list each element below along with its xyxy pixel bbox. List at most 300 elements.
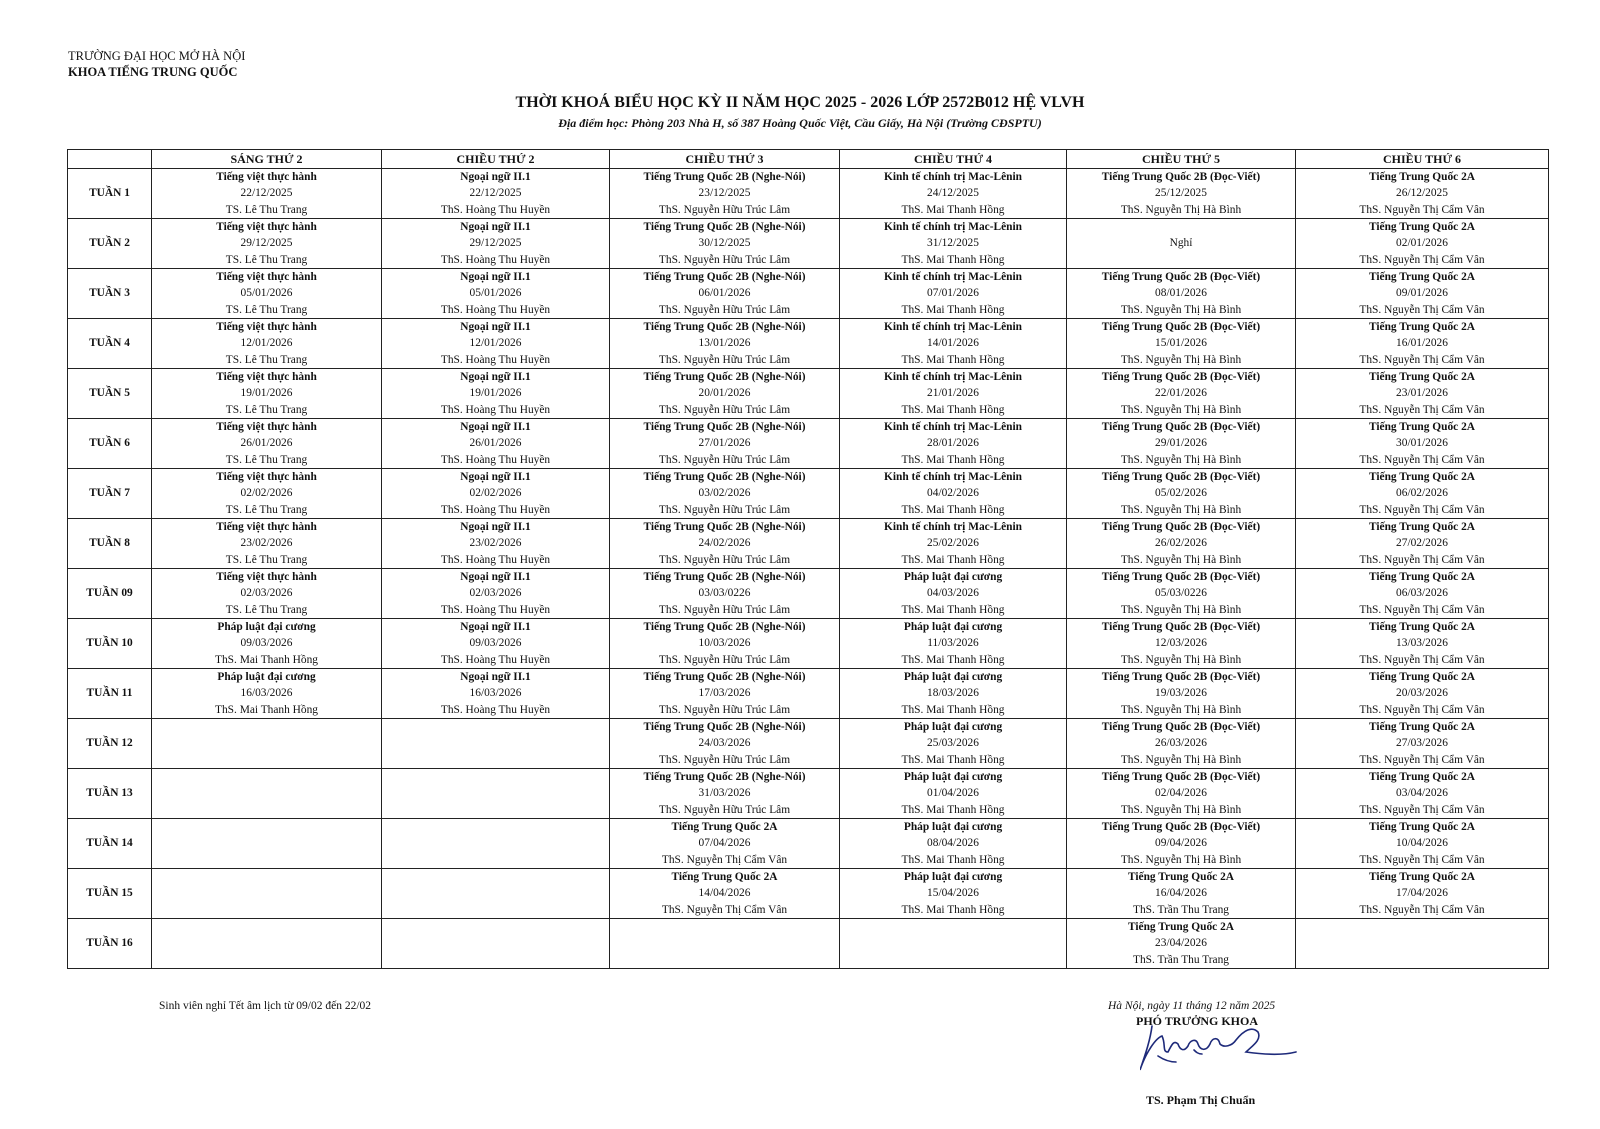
- class-date: Nghỉ: [1169, 237, 1193, 250]
- faculty-name: KHOA TIẾNG TRUNG QUỐC: [68, 65, 238, 79]
- schedule-cell: [610, 819, 840, 869]
- subject-name: Tiếng Trung Quốc 2B (Đọc-Viết): [1101, 421, 1261, 434]
- subject-name: Kinh tế chính trị Mac-Lênin: [884, 421, 1022, 434]
- class-date: 23/04/2026: [1155, 937, 1207, 950]
- teacher-name: ThS. Nguyễn Thị Cẩm Vân: [1359, 503, 1485, 516]
- week-label: TUẦN 09: [68, 569, 152, 619]
- handwritten-signature: [1140, 1022, 1310, 1082]
- class-date: 22/12/2025: [240, 187, 293, 200]
- class-date: 24/12/2025: [927, 187, 979, 200]
- class-date: 19/01/2026: [469, 387, 522, 400]
- teacher-name: ThS. Mai Thanh Hồng: [901, 503, 1005, 516]
- table-header-row: [68, 150, 1549, 169]
- subject-name: Pháp luật đại cương: [903, 621, 1003, 634]
- teacher-name: ThS. Nguyễn Thị Hà Bình: [1120, 853, 1242, 866]
- class-date: 22/01/2026: [1155, 387, 1207, 400]
- schedule-cell: [1067, 669, 1296, 719]
- teacher-name: ThS. Mai Thanh Hồng: [901, 203, 1005, 216]
- class-date: 06/03/2026: [1396, 587, 1448, 600]
- class-date: 12/03/2026: [1155, 637, 1207, 650]
- schedule-cell: [152, 919, 382, 969]
- schedule-cell: [382, 819, 610, 869]
- schedule-cell: [152, 869, 382, 919]
- teacher-name: ThS. Nguyễn Thị Cẩm Vân: [1359, 203, 1485, 216]
- schedule-cell: [152, 669, 382, 719]
- class-date: 23/12/2025: [698, 187, 751, 200]
- teacher-name: ThS. Hoàng Thu Huyền: [440, 503, 551, 516]
- subject-name: Tiếng việt thực hành: [216, 471, 317, 484]
- schedule-cell: [1296, 569, 1549, 619]
- schedule-cell: [610, 319, 840, 369]
- schedule-cell: [840, 319, 1067, 369]
- teacher-name: ThS. Mai Thanh Hồng: [901, 803, 1005, 816]
- teacher-name: ThS. Nguyễn Thị Cẩm Vân: [1359, 703, 1485, 716]
- class-date: 16/03/2026: [240, 687, 293, 700]
- subject-name: Ngoại ngữ II.1: [460, 371, 531, 384]
- schedule-cell: [152, 519, 382, 569]
- class-date: 02/02/2026: [240, 487, 293, 500]
- teacher-name: ThS. Mai Thanh Hồng: [901, 603, 1005, 616]
- schedule-cell: [1296, 769, 1549, 819]
- teacher-name: ThS. Nguyễn Thị Cẩm Vân: [1359, 803, 1485, 816]
- subject-name: Tiếng Trung Quốc 2A: [671, 871, 778, 884]
- teacher-name: ThS. Nguyễn Thị Hà Bình: [1120, 553, 1242, 566]
- teacher-name: ThS. Nguyễn Hữu Trúc Lâm: [658, 253, 791, 266]
- subject-name: Tiếng Trung Quốc 2B (Nghe-Nói): [643, 171, 806, 184]
- schedule-cell: [1067, 469, 1296, 519]
- teacher-name: ThS. Nguyễn Hữu Trúc Lâm: [658, 453, 791, 466]
- schedule-cell: [610, 869, 840, 919]
- subject-name: Tiếng Trung Quốc 2A: [671, 821, 778, 834]
- teacher-name: ThS. Nguyễn Thị Cẩm Vân: [1359, 303, 1485, 316]
- week-label: TUẦN 10: [68, 619, 152, 669]
- header-week-cell: [68, 150, 152, 169]
- schedule-cell: [152, 169, 382, 219]
- subject-name: Tiếng Trung Quốc 2B (Nghe-Nói): [643, 271, 806, 284]
- schedule-cell: [840, 569, 1067, 619]
- subject-name: Tiếng Trung Quốc 2B (Nghe-Nói): [643, 321, 806, 334]
- teacher-name: ThS. Mai Thanh Hồng: [901, 903, 1005, 916]
- subject-name: Tiếng việt thực hành: [216, 221, 317, 234]
- schedule-cell: [1296, 619, 1549, 669]
- subject-name: Tiếng Trung Quốc 2B (Nghe-Nói): [643, 221, 806, 234]
- teacher-name: ThS. Mai Thanh Hồng: [901, 353, 1005, 366]
- schedule-cell: [1296, 269, 1549, 319]
- class-date: 12/01/2026: [469, 337, 522, 350]
- class-date: 27/03/2026: [1396, 737, 1448, 750]
- schedule-cell: [152, 719, 382, 769]
- class-date: 20/03/2026: [1396, 687, 1448, 700]
- teacher-name: ThS. Mai Thanh Hồng: [901, 453, 1005, 466]
- class-date: 19/01/2026: [240, 387, 293, 400]
- class-date: 25/02/2026: [927, 537, 979, 550]
- teacher-name: ThS. Nguyễn Thị Cẩm Vân: [1359, 853, 1485, 866]
- schedule-cell: [382, 619, 610, 669]
- subject-name: Pháp luật đại cương: [903, 821, 1003, 834]
- schedule-cell: [1296, 869, 1549, 919]
- teacher-name: ThS. Nguyễn Hữu Trúc Lâm: [658, 203, 791, 216]
- schedule-cell: [610, 269, 840, 319]
- class-date: 24/03/2026: [698, 737, 751, 750]
- subject-name: Tiếng Trung Quốc 2B (Nghe-Nói): [643, 671, 806, 684]
- class-date: 13/03/2026: [1396, 637, 1448, 650]
- page-title: THỜI KHOÁ BIỂU HỌC KỲ II NĂM HỌC 2025 - 2026 LỚP 2572B012 HỆ VLVH: [515, 94, 1085, 111]
- schedule-cell: [840, 519, 1067, 569]
- teacher-name: ThS. Hoàng Thu Huyền: [440, 403, 551, 416]
- table-row: [68, 769, 1549, 819]
- teacher-name: ThS. Mai Thanh Hồng: [215, 653, 318, 666]
- table-row: [68, 169, 1549, 219]
- schedule-cell: [610, 469, 840, 519]
- schedule-cell: [152, 619, 382, 669]
- subject-name: Kinh tế chính trị Mac-Lênin: [884, 221, 1022, 234]
- schedule-cell: [1296, 669, 1549, 719]
- teacher-name: TS. Lê Thu Trang: [225, 353, 308, 366]
- subject-name: Tiếng Trung Quốc 2B (Nghe-Nói): [643, 621, 806, 634]
- week-label: TUẦN 8: [68, 519, 152, 569]
- class-date: 17/04/2026: [1396, 887, 1448, 900]
- header-day-5: CHIỀU THỨ 5: [1067, 150, 1296, 169]
- class-date: 08/04/2026: [927, 837, 979, 850]
- teacher-name: TS. Lê Thu Trang: [225, 253, 308, 266]
- class-date: 25/03/2026: [927, 737, 979, 750]
- teacher-name: ThS. Nguyễn Thị Cẩm Vân: [1359, 453, 1485, 466]
- class-date: 02/02/2026: [469, 487, 522, 500]
- teacher-name: ThS. Mai Thanh Hồng: [901, 303, 1005, 316]
- teacher-name: ThS. Nguyễn Hữu Trúc Lâm: [658, 753, 791, 766]
- subject-name: Tiếng việt thực hành: [216, 571, 317, 584]
- week-label: TUẦN 16: [68, 919, 152, 969]
- teacher-name: ThS. Nguyễn Thị Hà Bình: [1120, 353, 1242, 366]
- teacher-name: ThS. Mai Thanh Hồng: [901, 403, 1005, 416]
- subject-name: Tiếng Trung Quốc 2B (Đọc-Viết): [1101, 771, 1261, 784]
- schedule-cell: [1296, 369, 1549, 419]
- subject-name: Tiếng Trung Quốc 2A: [1368, 521, 1476, 534]
- teacher-name: ThS. Hoàng Thu Huyền: [440, 203, 551, 216]
- subject-name: Tiếng Trung Quốc 2B (Nghe-Nói): [643, 471, 806, 484]
- class-date: 05/03/0226: [1155, 587, 1207, 600]
- class-date: 03/03/0226: [698, 587, 751, 600]
- schedule-cell: [840, 419, 1067, 469]
- holiday-note: Sinh viên nghỉ Tết âm lịch từ 09/02 đến 22/02: [159, 1000, 372, 1012]
- subject-name: Tiếng Trung Quốc 2A: [1368, 571, 1476, 584]
- teacher-name: ThS. Nguyễn Thị Hà Bình: [1120, 803, 1242, 816]
- subject-name: Tiếng Trung Quốc 2A: [1368, 221, 1476, 234]
- subject-name: Pháp luật đại cương: [903, 871, 1003, 884]
- schedule-cell: [1067, 169, 1296, 219]
- schedule-cell: [382, 919, 610, 969]
- schedule-cell: [1296, 469, 1549, 519]
- table-row: [68, 719, 1549, 769]
- schedule-cell: [1067, 219, 1296, 269]
- table-row: [68, 919, 1549, 969]
- schedule-cell: [1296, 519, 1549, 569]
- class-date: 07/04/2026: [698, 837, 751, 850]
- teacher-name: ThS. Nguyễn Thị Hà Bình: [1120, 503, 1242, 516]
- schedule-cell: [382, 669, 610, 719]
- class-date: 10/03/2026: [698, 637, 751, 650]
- class-date: 09/03/2026: [240, 637, 293, 650]
- teacher-name: ThS. Nguyễn Hữu Trúc Lâm: [658, 403, 791, 416]
- schedule-cell: [610, 769, 840, 819]
- class-date: 15/01/2026: [1155, 337, 1207, 350]
- class-date: 23/02/2026: [240, 537, 293, 550]
- document-header: [68, 48, 245, 80]
- signer-name: TS. Phạm Thị Chuẩn: [1146, 1093, 1256, 1107]
- schedule-cell: [840, 919, 1067, 969]
- subject-name: Tiếng việt thực hành: [216, 371, 317, 384]
- class-date: 24/02/2026: [698, 537, 751, 550]
- subject-name: Tiếng Trung Quốc 2B (Đọc-Viết): [1101, 321, 1261, 334]
- schedule-cell: [1296, 219, 1549, 269]
- subject-name: Tiếng Trung Quốc 2B (Nghe-Nói): [643, 771, 806, 784]
- class-date: 09/01/2026: [1396, 287, 1448, 300]
- schedule-cell: [382, 419, 610, 469]
- schedule-cell: [152, 219, 382, 269]
- teacher-name: ThS. Hoàng Thu Huyền: [440, 253, 551, 266]
- table-row: [68, 569, 1549, 619]
- teacher-name: TS. Lê Thu Trang: [225, 453, 308, 466]
- subject-name: Kinh tế chính trị Mac-Lênin: [884, 521, 1022, 534]
- schedule-cell: [1067, 819, 1296, 869]
- teacher-name: TS. Lê Thu Trang: [225, 503, 308, 516]
- week-label: TUẦN 3: [68, 269, 152, 319]
- schedule-cell: [1067, 769, 1296, 819]
- class-date: 02/03/2026: [469, 587, 522, 600]
- subject-name: Tiếng Trung Quốc 2A: [1368, 321, 1476, 334]
- class-date: 27/01/2026: [698, 437, 751, 450]
- subject-name: Pháp luật đại cương: [903, 721, 1003, 734]
- class-date: 02/03/2026: [240, 587, 293, 600]
- teacher-name: ThS. Nguyễn Hữu Trúc Lâm: [658, 553, 791, 566]
- schedule-cell: [840, 369, 1067, 419]
- schedule-cell: [1296, 319, 1549, 369]
- schedule-cell: [610, 669, 840, 719]
- schedule-cell: [840, 269, 1067, 319]
- subject-name: Pháp luật đại cương: [903, 571, 1003, 584]
- timetable: [67, 149, 1549, 969]
- teacher-name: TS. Lê Thu Trang: [225, 303, 308, 316]
- teacher-name: ThS. Nguyễn Thị Cẩm Vân: [1359, 653, 1485, 666]
- class-date: 27/02/2026: [1396, 537, 1448, 550]
- subject-name: Ngoại ngữ II.1: [460, 271, 531, 284]
- table-body: [68, 169, 1549, 969]
- schedule-cell: [152, 569, 382, 619]
- class-date: 09/04/2026: [1155, 837, 1207, 850]
- class-date: 04/02/2026: [927, 487, 979, 500]
- class-date: 23/02/2026: [469, 537, 522, 550]
- schedule-cell: [1067, 719, 1296, 769]
- class-date: 22/12/2025: [469, 187, 522, 200]
- table-row: [68, 419, 1549, 469]
- teacher-name: ThS. Nguyễn Thị Cẩm Vân: [1359, 403, 1485, 416]
- class-date: 26/02/2026: [1155, 537, 1207, 550]
- table-row: [68, 269, 1549, 319]
- class-date: 06/02/2026: [1396, 487, 1448, 500]
- teacher-name: TS. Lê Thu Trang: [225, 403, 308, 416]
- schedule-cell: [382, 569, 610, 619]
- teacher-name: TS. Lê Thu Trang: [225, 203, 308, 216]
- teacher-name: ThS. Nguyễn Thị Hà Bình: [1120, 303, 1242, 316]
- class-date: 29/01/2026: [1155, 437, 1207, 450]
- subject-name: Pháp luật đại cương: [903, 771, 1003, 784]
- schedule-cell: [382, 369, 610, 419]
- subject-name: Tiếng Trung Quốc 2A: [1368, 271, 1476, 284]
- teacher-name: ThS. Hoàng Thu Huyền: [440, 303, 551, 316]
- teacher-name: ThS. Mai Thanh Hồng: [901, 653, 1005, 666]
- subject-name: Ngoại ngữ II.1: [460, 471, 531, 484]
- week-label: TUẦN 12: [68, 719, 152, 769]
- week-label: TUẦN 13: [68, 769, 152, 819]
- schedule-cell: [1067, 919, 1296, 969]
- teacher-name: ThS. Hoàng Thu Huyền: [440, 553, 551, 566]
- schedule-cell: [840, 619, 1067, 669]
- class-date: 16/04/2026: [1155, 887, 1207, 900]
- subject-name: Tiếng việt thực hành: [216, 271, 317, 284]
- subject-name: Tiếng Trung Quốc 2A: [1368, 621, 1476, 634]
- subject-name: Kinh tế chính trị Mac-Lênin: [884, 371, 1022, 384]
- subject-name: Tiếng Trung Quốc 2A: [1368, 871, 1476, 884]
- schedule-cell: [610, 569, 840, 619]
- class-date: 26/12/2025: [1396, 187, 1448, 200]
- schedule-cell: [610, 619, 840, 669]
- subject-name: Tiếng việt thực hành: [216, 321, 317, 334]
- schedule-cell: [610, 219, 840, 269]
- schedule-cell: [382, 769, 610, 819]
- subject-name: Ngoại ngữ II.1: [460, 521, 531, 534]
- schedule-cell: [382, 469, 610, 519]
- schedule-cell: [382, 319, 610, 369]
- subject-name: Tiếng Trung Quốc 2A: [1368, 821, 1476, 834]
- teacher-name: ThS. Nguyễn Hữu Trúc Lâm: [658, 503, 791, 516]
- subject-name: Tiếng Trung Quốc 2B (Đọc-Viết): [1101, 171, 1261, 184]
- class-date: 16/01/2026: [1396, 337, 1448, 350]
- class-date: 07/01/2026: [927, 287, 979, 300]
- table-row: [68, 319, 1549, 369]
- subject-name: Tiếng Trung Quốc 2A: [1368, 721, 1476, 734]
- subject-name: Tiếng Trung Quốc 2B (Đọc-Viết): [1101, 721, 1261, 734]
- schedule-cell: [1067, 519, 1296, 569]
- signer-role: PHÓ TRƯỞNG KHOA: [1136, 1014, 1259, 1028]
- class-date: 03/04/2026: [1396, 787, 1448, 800]
- class-date: 06/01/2026: [698, 287, 751, 300]
- class-date: 09/03/2026: [469, 637, 522, 650]
- class-date: 13/01/2026: [698, 337, 751, 350]
- class-date: 30/12/2025: [698, 237, 751, 250]
- teacher-name: ThS. Nguyễn Thị Cẩm Vân: [661, 853, 788, 866]
- teacher-name: ThS. Nguyễn Thị Cẩm Vân: [661, 903, 788, 916]
- table-row: [68, 819, 1549, 869]
- class-date: 15/04/2026: [927, 887, 979, 900]
- class-date: 14/01/2026: [927, 337, 979, 350]
- subject-name: Tiếng Trung Quốc 2B (Đọc-Viết): [1101, 521, 1261, 534]
- schedule-cell: [610, 169, 840, 219]
- teacher-name: ThS. Nguyễn Thị Cẩm Vân: [1359, 903, 1485, 916]
- subject-name: Ngoại ngữ II.1: [460, 671, 531, 684]
- teacher-name: ThS. Nguyễn Hữu Trúc Lâm: [658, 303, 791, 316]
- teacher-name: ThS. Mai Thanh Hồng: [901, 703, 1005, 716]
- teacher-name: ThS. Trần Thu Trang: [1132, 903, 1229, 916]
- class-date: 08/01/2026: [1155, 287, 1207, 300]
- subject-name: Tiếng Trung Quốc 2A: [1368, 771, 1476, 784]
- class-date: 02/01/2026: [1396, 237, 1448, 250]
- class-date: 31/12/2025: [927, 237, 979, 250]
- subject-name: Tiếng Trung Quốc 2B (Đọc-Viết): [1101, 271, 1261, 284]
- table-row: [68, 519, 1549, 569]
- teacher-name: ThS. Nguyễn Thị Hà Bình: [1120, 653, 1242, 666]
- schedule-cell: [610, 519, 840, 569]
- table-row: [68, 469, 1549, 519]
- subject-name: Tiếng Trung Quốc 2B (Nghe-Nói): [643, 721, 806, 734]
- schedule-cell: [382, 269, 610, 319]
- teacher-name: ThS. Hoàng Thu Huyền: [440, 653, 551, 666]
- schedule-cell: [1296, 719, 1549, 769]
- teacher-name: ThS. Hoàng Thu Huyền: [440, 353, 551, 366]
- schedule-cell: [840, 169, 1067, 219]
- header-day-1: SÁNG THỨ 2: [152, 150, 382, 169]
- schedule-cell: [840, 669, 1067, 719]
- schedule-cell: [1296, 819, 1549, 869]
- teacher-name: ThS. Mai Thanh Hồng: [215, 703, 318, 716]
- week-label: TUẦN 11: [68, 669, 152, 719]
- class-date: 26/01/2026: [240, 437, 293, 450]
- class-date: 16/03/2026: [469, 687, 522, 700]
- teacher-name: ThS. Nguyễn Thị Cẩm Vân: [1359, 353, 1485, 366]
- subject-name: Ngoại ngữ II.1: [460, 171, 531, 184]
- schedule-cell: [382, 869, 610, 919]
- subject-name: Ngoại ngữ II.1: [460, 421, 531, 434]
- subject-name: Kinh tế chính trị Mac-Lênin: [884, 471, 1022, 484]
- week-label: TUẦN 5: [68, 369, 152, 419]
- week-label: TUẦN 2: [68, 219, 152, 269]
- schedule-cell: [1296, 919, 1549, 969]
- schedule-cell: [382, 219, 610, 269]
- schedule-cell: [382, 169, 610, 219]
- teacher-name: ThS. Nguyễn Thị Hà Bình: [1120, 403, 1242, 416]
- class-date: 11/03/2026: [927, 637, 979, 650]
- teacher-name: ThS. Nguyễn Thị Hà Bình: [1120, 703, 1242, 716]
- subject-name: Tiếng Trung Quốc 2B (Nghe-Nói): [643, 521, 806, 534]
- teacher-name: ThS. Nguyễn Hữu Trúc Lâm: [658, 703, 791, 716]
- schedule-cell: [1067, 319, 1296, 369]
- teacher-name: ThS. Mai Thanh Hồng: [901, 553, 1005, 566]
- teacher-name: ThS. Nguyễn Hữu Trúc Lâm: [658, 353, 791, 366]
- table-row: [68, 669, 1549, 719]
- teacher-name: ThS. Nguyễn Thị Cẩm Vân: [1359, 553, 1485, 566]
- schedule-cell: [1296, 169, 1549, 219]
- subject-name: Tiếng việt thực hành: [216, 171, 317, 184]
- class-date: 29/12/2025: [240, 237, 293, 250]
- subject-name: Tiếng Trung Quốc 2A: [1127, 921, 1235, 934]
- teacher-name: ThS. Hoàng Thu Huyền: [440, 453, 551, 466]
- table-row: [68, 869, 1549, 919]
- class-date: 21/01/2026: [927, 387, 979, 400]
- teacher-name: ThS. Nguyễn Thị Hà Bình: [1120, 453, 1242, 466]
- teacher-name: ThS. Nguyễn Thị Cẩm Vân: [1359, 253, 1485, 266]
- teacher-name: ThS. Hoàng Thu Huyền: [440, 603, 551, 616]
- subject-name: Tiếng Trung Quốc 2B (Đọc-Viết): [1101, 571, 1261, 584]
- class-date: 25/12/2025: [1155, 187, 1207, 200]
- subject-name: Kinh tế chính trị Mac-Lênin: [884, 271, 1022, 284]
- table-row: [68, 369, 1549, 419]
- week-label: TUẦN 1: [68, 169, 152, 219]
- subject-name: Tiếng Trung Quốc 2A: [1368, 671, 1476, 684]
- schedule-cell: [1067, 869, 1296, 919]
- schedule-cell: [840, 469, 1067, 519]
- class-date: 12/01/2026: [240, 337, 293, 350]
- schedule-cell: [152, 369, 382, 419]
- teacher-name: ThS. Nguyễn Hữu Trúc Lâm: [658, 603, 791, 616]
